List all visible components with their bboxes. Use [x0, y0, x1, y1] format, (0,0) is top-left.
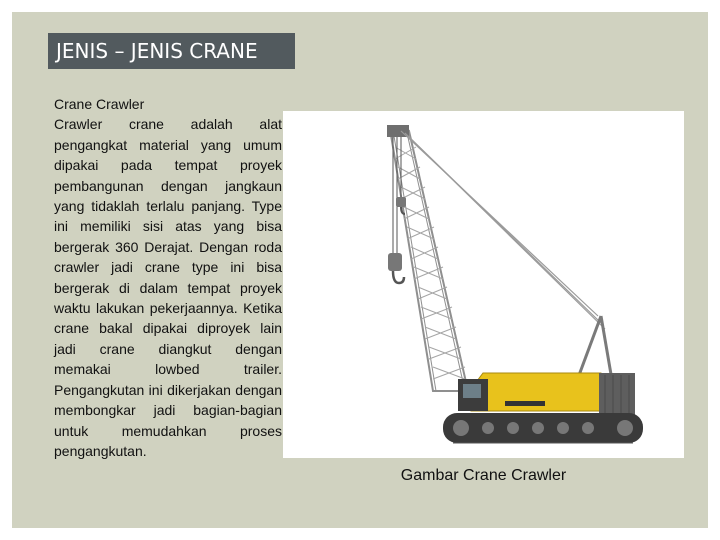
- main-hook-icon: [388, 253, 404, 283]
- slide-title: JENIS – JENIS CRANE: [48, 33, 295, 69]
- counterweight: [599, 373, 635, 415]
- image-caption: Gambar Crane Crawler: [400, 467, 567, 484]
- brand-stripe: [505, 401, 545, 406]
- crane-illustration: [283, 111, 684, 458]
- crawler-crane-image: [283, 111, 684, 458]
- cab-window: [463, 384, 481, 398]
- section-subtitle: Crane Crawler: [54, 96, 145, 112]
- body-text: [54, 94, 282, 461]
- body-paragraph: Crawler crane adalah alat pengangkat material yang umum dipakai pada tempat proyek pembangunan dengan jangkaun yang tidaklah terlalu panjang. Type ini memiliki sisi atas yang bisa bergerak 360 Derajat. Dengan roda crawler jadi crane type ini bisa bergerak di dalam tempat proyek waktu lakukan pekerjaannya. Ketika crane bakal dipakai diproyek lain jadi crane diangkut dengan memakai lowbed trailer. Pengangkutan ini dikerjakan dengan membongkar jadi bagian-bagian untuk memudahkan proses pengangkutan.: [54, 116, 282, 459]
- crane-boom: [391, 131, 468, 391]
